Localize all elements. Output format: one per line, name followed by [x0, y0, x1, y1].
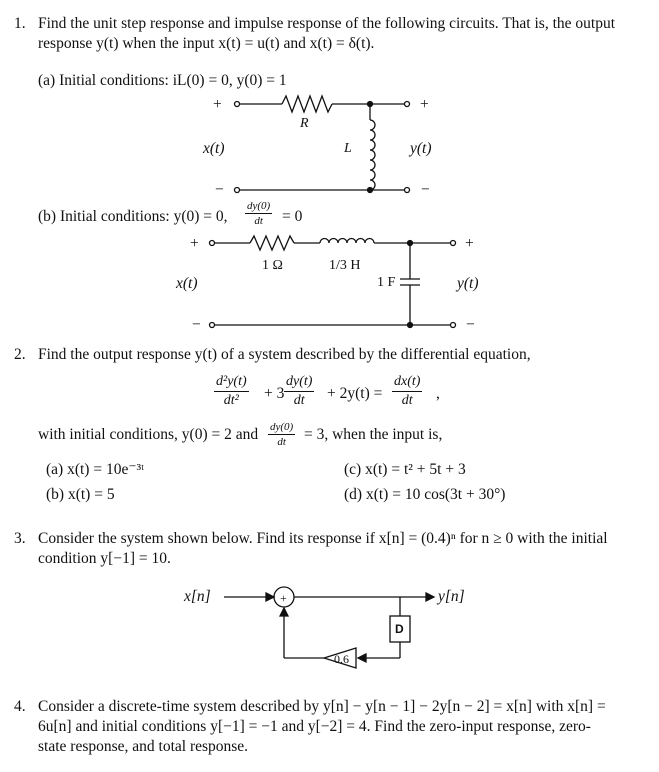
circuit-b-plus-in: + [190, 235, 199, 252]
ic-frac-num: dy(0) [270, 421, 294, 433]
eq-f2-num: dy(t) [284, 374, 314, 392]
problem-2-number: 2. [14, 346, 26, 363]
problem-2-option-c: (c) x(t) = t² + 5t + 3 [344, 461, 466, 478]
eq-op-2: + 2y(t) = [327, 385, 383, 402]
circuit-b-output-label: y(t) [457, 275, 479, 292]
circuit-b-input-label: x(t) [176, 275, 198, 292]
problem-2-ic-prefix: with initial conditions, y(0) = 2 and [38, 426, 259, 443]
ic-frac-den: dt [277, 436, 286, 448]
problem-1b-frac-den: dt [254, 215, 263, 227]
equation-fraction-1 [214, 374, 249, 409]
eq-f2-den: dt [293, 393, 305, 408]
problem-4-line-2: 6u[n] and initial conditions y[−1] = −1 and y[−2] = 4. Find the zero-input response, zero- [38, 718, 591, 735]
problem-1b-fraction [245, 200, 272, 227]
circuit-a-output-label: y(t) [410, 140, 432, 157]
adder-plus-sign: + [280, 591, 287, 605]
problem-1-number: 1. [14, 15, 26, 32]
problem-3-line-1: Consider the system shown below. Find its response if x[n] = (0.4)ⁿ for n ≥ 0 with the initial [38, 530, 608, 547]
problem-1b-frac-num: dy(0) [247, 200, 271, 212]
circuit-a-inductor-label: L [344, 141, 352, 156]
problem-3-number: 3. [14, 530, 26, 547]
eq-end: , [436, 385, 440, 402]
problem-2-line-1: Find the output response y(t) of a system described by the differential equation, [38, 346, 531, 363]
circuit-b-minus-out: − [466, 316, 475, 333]
circuit-a-input-label: x(t) [203, 140, 225, 157]
circuit-b-minus-in: − [192, 316, 201, 333]
problem-2-ic-fraction [268, 421, 295, 448]
block-diagram-input-label: x[n] [184, 588, 211, 605]
delay-block-label: D [395, 622, 404, 636]
circuit-a-minus-out: − [421, 181, 430, 198]
problem-3-line-2: condition y[−1] = 10. [38, 550, 171, 567]
problem-4-number: 4. [14, 698, 26, 715]
eq-op-1: + 3 [264, 385, 285, 402]
circuit-b-inductor-label: 1/3 H [329, 258, 361, 273]
problem-1-line-1: Find the unit step response and impulse response of the following circuits. That is, the output [38, 15, 616, 32]
eq-f3-num: dx(t) [392, 374, 422, 392]
problem-1-line-2: response y(t) when the input x(t) = u(t) and x(t) = δ(t). [38, 35, 375, 52]
eq-f3-den: dt [401, 393, 413, 408]
circuit-b-capacitor-label: 1 F [377, 275, 396, 290]
problem-1b-frac-rhs: = 0 [282, 208, 303, 225]
problem-1b-label: (b) Initial conditions: y(0) = 0, [38, 208, 228, 225]
problem-2-option-a: (a) x(t) = 10e⁻³ᵗ [46, 461, 145, 478]
circuit-a-minus-in: − [215, 181, 224, 198]
block-diagram-output-label: y[n] [438, 588, 465, 605]
circuit-b-resistor-label: 1 Ω [262, 258, 283, 273]
circuit-a-resistor-label: R [300, 116, 309, 131]
circuit-a-plus-in: + [213, 96, 222, 113]
problem-2-option-d: (d) x(t) = 10 cos(3t + 30°) [344, 486, 506, 503]
problem-1a-label: (a) Initial conditions: iL(0) = 0, y(0) = 1 [38, 72, 287, 89]
equation-fraction-3 [392, 374, 422, 409]
eq-f1-den: dt² [223, 393, 239, 408]
problem-2-option-b: (b) x(t) = 5 [46, 486, 115, 503]
gain-block-label: 0.6 [334, 652, 349, 666]
circuit-a-plus-out: + [420, 96, 429, 113]
problem-4-line-1: Consider a discrete-time system described by y[n] − y[n − 1] − 2y[n − 2] = x[n] with x[n] = [38, 698, 606, 715]
problem-4-line-3: state response, and total response. [38, 738, 249, 755]
problem-2-ic-suffix: = 3, when the input is, [304, 426, 443, 443]
equation-fraction-2 [284, 374, 314, 409]
circuit-b-plus-out: + [465, 235, 474, 252]
eq-f1-num: d²y(t) [214, 374, 249, 392]
